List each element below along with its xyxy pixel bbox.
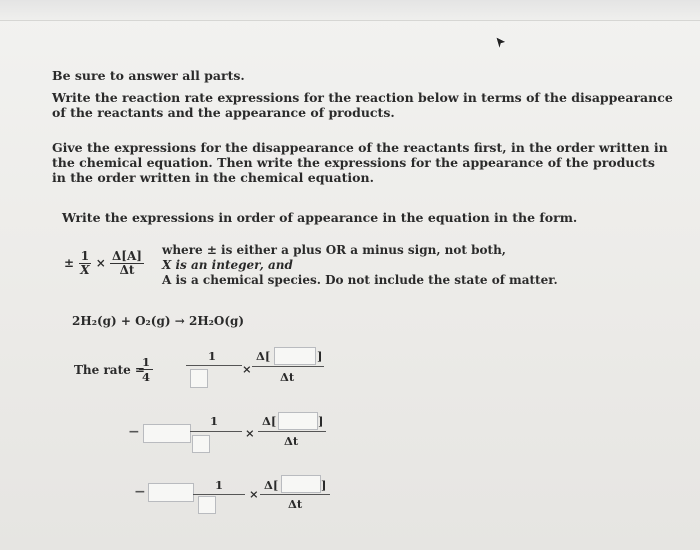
row1-fraction-bar — [186, 365, 242, 366]
row1-species-input[interactable] — [274, 347, 316, 365]
row1-close-bracket: ] — [317, 349, 323, 363]
row3-close-bracket: ] — [321, 478, 327, 492]
row2-denominator-input[interactable] — [192, 435, 210, 453]
row1-denominator-input[interactable] — [190, 369, 208, 388]
rate-coefficient: $\frac{1}{4}$ — [139, 355, 153, 384]
instruction-paragraph-2: Give the expressions for the disappearance of the reactants first, in the order written in the chemical equation. Then write the expressions for the appearance of the products in the order written in the chemical equation. — [52, 140, 668, 185]
row3-sign: − — [134, 484, 146, 500]
row2-times: × — [245, 426, 255, 440]
row1-delta-open: Δ[ — [256, 349, 271, 363]
row3-denominator-input[interactable] — [198, 496, 216, 514]
one-over-x: $\frac{1}{X}$ — [80, 249, 90, 277]
row2-sign: − — [128, 424, 140, 440]
top-bar — [0, 0, 700, 21]
row2-delta-t: Δt — [284, 434, 299, 448]
row3-times: × — [249, 487, 259, 501]
plus-minus-sign: ± — [64, 256, 75, 270]
row3-numerator: 1 — [215, 478, 224, 492]
row2-numerator: 1 — [210, 414, 219, 428]
row3-delta-open: Δ[ — [264, 478, 279, 492]
row3-species-input[interactable] — [281, 475, 321, 493]
mouse-cursor-icon — [494, 36, 508, 50]
row2-sign-input[interactable] — [143, 424, 191, 443]
row1-delta-t: Δt — [280, 370, 295, 384]
instruction-paragraph-1: Write the reaction rate expressions for the reaction below in terms of the disappearance of the reactants and the appearance of products. — [52, 90, 673, 120]
heading: Be sure to answer all parts. — [52, 68, 245, 83]
rate-label: The rate = — [74, 363, 145, 377]
delta-a-over-delta-t: $\frac{\Delta[A]}{\Delta t}$ — [112, 249, 142, 277]
instruction-paragraph-3: Write the expressions in order of appearance in the equation in the form. — [62, 210, 578, 225]
row3-sign-input[interactable] — [148, 483, 194, 502]
row3-delta-bar — [260, 494, 330, 495]
row2-delta-bar — [258, 431, 326, 432]
row1-delta-bar — [252, 366, 324, 367]
row3-delta-t: Δt — [288, 497, 303, 511]
form-template — [64, 250, 144, 277]
row2-species-input[interactable] — [278, 412, 318, 430]
row1-times: × — [242, 362, 252, 376]
row2-close-bracket: ] — [318, 414, 324, 428]
row1-numerator: 1 — [208, 349, 217, 363]
row3-fraction-bar — [193, 494, 245, 495]
row2-fraction-bar — [190, 431, 242, 432]
chemical-equation: 2H₂(g) + O₂(g) → 2H₂O(g) — [72, 314, 245, 328]
form-explanation: where ± is either a plus OR a minus sign, not both, X is an integer, and A is a chemical species. Do not include the state of matter. — [162, 243, 558, 287]
times-sign: × — [95, 256, 106, 270]
row2-delta-open: Δ[ — [262, 414, 277, 428]
